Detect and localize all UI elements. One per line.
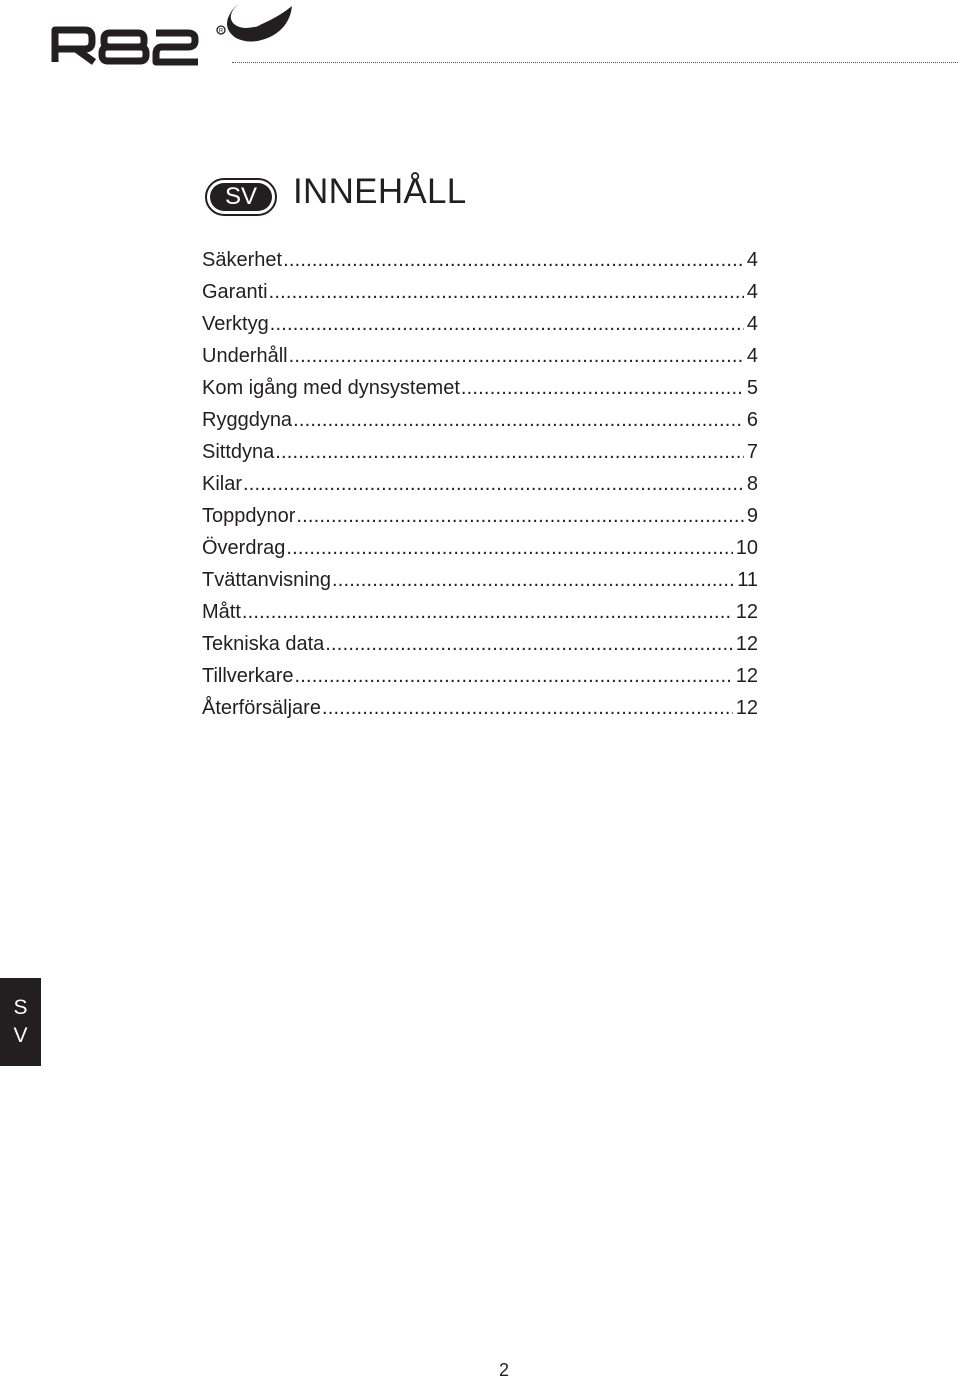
page-number: 2: [498, 1360, 509, 1380]
svg-text:R: R: [218, 28, 224, 35]
toc-page: 6: [746, 409, 758, 431]
toc-leader-dots: [243, 470, 744, 498]
toc-page: 9: [746, 505, 758, 527]
toc-entry[interactable]: [202, 342, 758, 374]
toc-leader-dots: [325, 630, 732, 658]
toc-label: Tillverkare: [202, 665, 294, 687]
language-badge: [205, 178, 277, 216]
toc-entry[interactable]: [202, 438, 758, 470]
toc-leader-dots: [296, 502, 743, 530]
toc-entry[interactable]: [202, 470, 758, 502]
toc-leader-dots: [270, 310, 744, 338]
toc-entry[interactable]: [202, 374, 758, 406]
toc-label: Kilar: [202, 473, 243, 495]
toc-leader-dots: [286, 534, 732, 562]
toc-page: 8: [746, 473, 758, 495]
language-badge-label: SV: [210, 183, 272, 211]
toc-label: Sittdyna: [202, 441, 275, 463]
toc-page: 12: [735, 665, 758, 687]
toc-page: 4: [746, 313, 758, 335]
toc-label: Kom igång med dynsystemet: [202, 377, 460, 399]
toc-entry[interactable]: [202, 406, 758, 438]
toc-leader-dots: [293, 406, 744, 434]
toc-label: Överdrag: [202, 537, 286, 559]
toc-leader-dots: [275, 438, 744, 466]
toc-label: Verktyg: [202, 313, 269, 335]
toc-label: Tekniska data: [202, 633, 325, 655]
toc-entry[interactable]: [202, 502, 758, 534]
toc-leader-dots: [269, 278, 744, 306]
toc-label: Toppdynor: [202, 505, 296, 527]
toc-page: 4: [746, 249, 758, 271]
toc-entry[interactable]: [202, 662, 758, 694]
toc-entry[interactable]: [202, 694, 758, 726]
side-language-tab: [0, 978, 41, 1066]
toc-page: 7: [746, 441, 758, 463]
toc-page: 5: [746, 377, 758, 399]
toc-leader-dots: [242, 598, 733, 626]
toc-page: 11: [737, 569, 758, 591]
toc-entry[interactable]: [202, 566, 758, 598]
toc-entry[interactable]: [202, 278, 758, 310]
table-of-contents: [202, 246, 758, 726]
toc-page: 12: [735, 633, 758, 655]
side-tab-letter: V: [13, 1024, 28, 1047]
toc-leader-dots: [461, 374, 744, 402]
toc-entry[interactable]: [202, 630, 758, 662]
toc-leader-dots: [295, 662, 733, 690]
toc-leader-dots: [332, 566, 734, 594]
toc-entry[interactable]: [202, 246, 758, 278]
header-dotted-rule: [232, 62, 958, 63]
toc-entry[interactable]: [202, 598, 758, 630]
toc-page: 4: [746, 345, 758, 367]
r82-logo: [48, 2, 298, 66]
toc-leader-dots: [283, 246, 744, 274]
toc-page: 4: [746, 281, 758, 303]
toc-label: Underhåll: [202, 345, 288, 367]
toc-label: Garanti: [202, 281, 268, 303]
toc-page: 12: [735, 697, 758, 719]
side-tab-letter: S: [13, 996, 28, 1019]
toc-label: Ryggdyna: [202, 409, 293, 431]
toc-label: Återförsäljare: [202, 697, 321, 719]
toc-leader-dots: [322, 694, 733, 722]
toc-leader-dots: [289, 342, 744, 370]
toc-entry[interactable]: [202, 310, 758, 342]
toc-label: Tvättanvisning: [202, 569, 331, 591]
toc-entry[interactable]: [202, 534, 758, 566]
toc-page: 12: [735, 601, 758, 623]
toc-page: 10: [735, 537, 758, 559]
toc-label: Mått: [202, 601, 241, 623]
toc-label: Säkerhet: [202, 249, 283, 271]
page-title: INNEHÅLL: [293, 172, 467, 211]
